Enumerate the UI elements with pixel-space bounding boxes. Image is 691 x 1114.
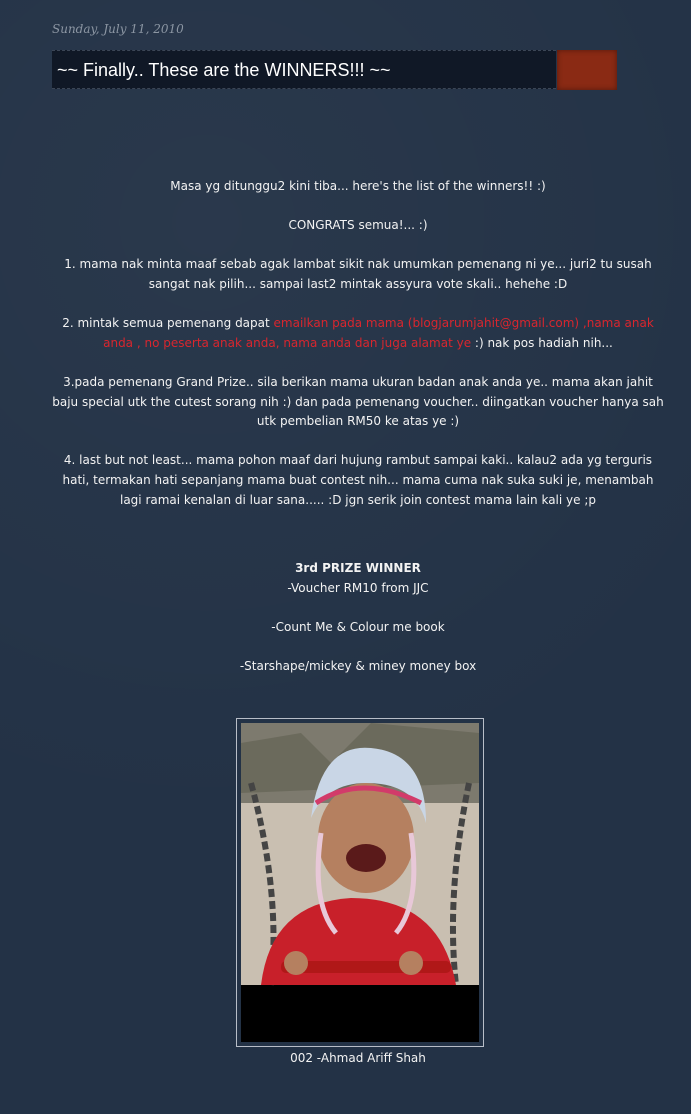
photo-image <box>241 723 479 1042</box>
prize-item: -Voucher RM10 from JJC <box>287 580 429 595</box>
winner-caption: 002 -Ahmad Ariff Shah <box>290 1051 426 1065</box>
text: 2. mintak semua pemenang dapat <box>62 316 274 331</box>
post-body <box>52 177 664 696</box>
post-paragraph: CONGRATS semua!... :) <box>288 218 428 233</box>
highlighted-text: emailkan pada mama (blogjarumjahit@gmail.com) ,nama anak anda , no peserta anak anda, nama anda dan juga alamat ye <box>103 316 654 350</box>
post-title-bar <box>52 50 556 89</box>
post-paragraph: 4. last but not least... mama pohon maaf dari hujung rambut sampai kaki.. kalau2 ada yg terguris hati, termakan hati sepanjang mama buat contest nih... mama cuma nak suka suki je, menambah lagi ramai kenalan di luar sana..... :D jgn serik join contest mama lain kali ye ;p <box>62 453 654 507</box>
prize-heading: 3rd PRIZE WINNER <box>295 561 421 576</box>
prize-item: -Count Me & Colour me book <box>271 619 445 634</box>
post-title[interactable]: ~~ Finally.. These are the WINNERS!!! ~~ <box>57 60 391 80</box>
title-accent-block <box>557 50 617 90</box>
winner-photo[interactable] <box>236 718 484 1047</box>
baby-photo-illustration <box>241 723 479 1042</box>
post-paragraph: 3.pada pemenang Grand Prize.. sila berikan mama ukuran badan anak anda ye.. mama akan jahit baju special utk the cutest sorang nih :) dan pada pemenang voucher.. diingatkan voucher hanya sah utk pembelian RM50 ke atas ye :) <box>52 374 664 429</box>
post-paragraph: Masa yg ditunggu2 kini tiba... here's the list of the winners!! :) <box>170 179 546 193</box>
prize-item: -Starshape/mickey & miney money box <box>239 659 477 674</box>
post-date: Sunday, July 11, 2010 <box>52 22 184 36</box>
post-paragraph: 1. mama nak minta maaf sebab agak lambat sikit nak umumkan pemenang ni ye... juri2 tu susah sangat nak pilih... sampai last2 mintak assyura vote skali.. hehehe :D <box>64 257 652 291</box>
prize-section <box>52 559 664 677</box>
text: :) nak pos hadiah nih... <box>471 335 613 350</box>
post-paragraph <box>52 314 664 353</box>
